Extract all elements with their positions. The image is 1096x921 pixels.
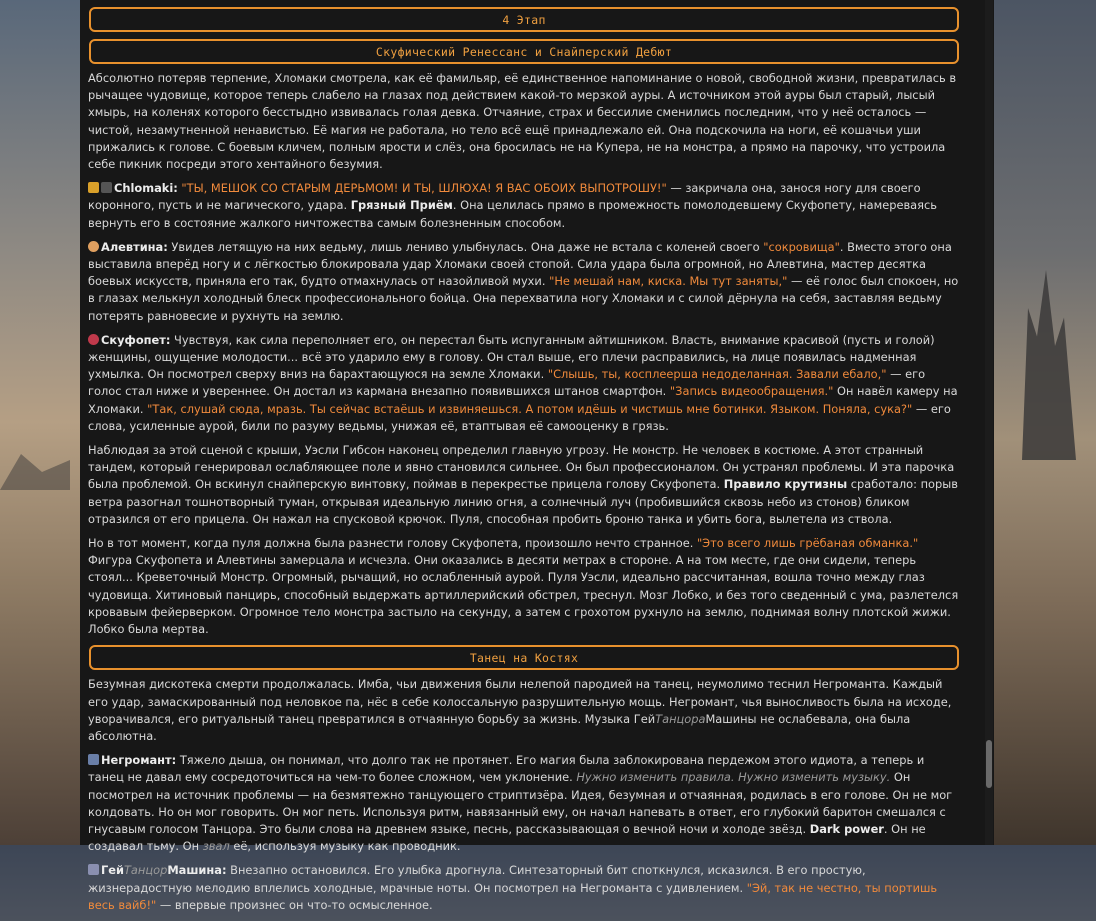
paragraph-gay-dancer-machine: ГейТанцорМашина: Внезапно остановился. Его улыбка дрогнула. Синтезаторный бит споткнулся, исказился. В его простую, жизнерадостную мелодию вплелись холодные, мрачные ноты. Он посмотрел на Негроманта с удивлением. "Эй, так не честно, ты портишь весь вайб!" — впервые произнес он что-то осмысленное. bbox=[88, 863, 938, 912]
cat-icon bbox=[88, 182, 99, 193]
disco-icon bbox=[88, 864, 99, 875]
dancer-icon bbox=[88, 241, 99, 252]
chapter-heading-dance: Танец на Костях bbox=[89, 645, 959, 670]
scrollbar-thumb[interactable] bbox=[986, 740, 992, 788]
devil-icon bbox=[88, 334, 99, 345]
paragraph-negromant: Негромант: Тяжело дыша, он понимал, что долго так не протянет. Его магия была заблокирована пердежом этого идиота, а теперь и танец не давал ему сосредоточиться на чем-то более сложном, чем уклонение. Нужно изменить правила. Нужно изменить музыку. Он посмотрел на источник проблемы — на безмятежно танцующего стриптизёра. Идея, безумная и отчаянная, родилась в его голове. Он не мог колдовать. Но он мог говорить. Он мог петь. Используя ритм, навязанный ему, он начал напевать в ответ, его глубокий баритон смешался с гнусавым голосом Танцора. Это были слова на древнем языке, песнь, рассказывающая о вечной ночи и холоде звёзд. Dark power. Он не создавал тьму. Он звал её, используя музыку как проводник. bbox=[88, 753, 953, 854]
paragraph-alevtina: Алевтина: Увидев летящую на них ведьму, лишь лениво улыбнулась. Она даже не встала с коленей своего "сокровища". Вместо этого она выставила вперёд ногу и с лёгкостью блокировала удар Хломаки своей стопой. Сила удара была огромной, но Алевтина, мастер десятка боевых искусств, приняла его так, будто отмахнулась от назойливой мухи. "Не мешай нам, киска. Мы тут заняты," — её голос был спокоен, но в глазах мелькнул холодный блеск профессионального бойца. Она перехватила ногу Хломаки и с силой дёрнула на себя, заставляя ведьму потерять равновесие и рухнуть на землю. bbox=[88, 239, 959, 323]
stop-icon bbox=[101, 182, 112, 193]
paragraph-narration-sniper: Наблюдая за этой сценой с крыши, Уэсли Гибсон наконец определил главную угрозу. Не монстр. Не человек в костюме. А этот странный тандем, который генерировал ослабляющее поле и явно становился сильнее. Он был профессионалом. Он устранял проблемы. И эта парочка была проблемой. Он вскинул снайперскую винтовку, поймав в перекрестье прицела голову Скуфопета. Правило крутизны сработало: порыв ветра разогнал тошнотворный туман, открывая идеальную линию огня, а солнечный луч (пробившийся сквозь небо из стонов) бликом отразился от его прицела. Он нажал на спусковой крючок. Пуля, способная пробить броню танка и убить бога, вылетела из ствола. bbox=[88, 443, 958, 526]
scrollbar-track[interactable] bbox=[985, 0, 993, 845]
chapter-heading-stage: 4 Этап bbox=[89, 7, 959, 32]
dialogue-quote: "ТЫ, МЕШОК СО СТАРЫМ ДЕРЬМОМ! И ТЫ, ШЛЮХА! Я ВАС ОБОИХ ВЫПОТРОШУ!" bbox=[181, 181, 667, 196]
paragraph-narration-disco: Безумная дискотека смерти продолжалась. Имба, чьи движения были нелепой пародией на танец, неумолимо теснил Негроманта. Каждый его удар, замаскированный под неловкое па, нёс в себе колоссальную разрушительную мощь. Негромант, чья выносливость была на исходе, уворачивался, его ритуальный танец превратился в отчаянную борьбу за жизнь. Музыка ГейТанцораМашины не ослабевала, она была абсолютна. bbox=[88, 677, 952, 743]
paragraph-narration-1: Абсолютно потеряв терпение, Хломаки смотрела, как её фамильяр, её единственное напоминание о новой, свободной жизни, превратилась в рычащее чудовище, которое теперь слабело на глазах под действием какой-то мерзкой ауры. А источником этой ауры был старый, лысый хмырь, на коленях которого бесстыдно извивалась голая девка. Отчаяние, страх и бессилие сменились последним, что у неё осталось — чистой, незамутненной ненавистью. Её магия не работала, но тело всё ещё принадлежало ей. Она подскочила на ноги, её кошачьи уши прижались к голове. С боевым кличем, полным ярости и слёз, она бросилась не на Купера, не на монстра, а прямо на парочку, что устроила себе пикник посреди этого хентайного безумия. bbox=[88, 71, 957, 172]
speaker-name: Скуфопет: bbox=[101, 332, 171, 347]
story-content bbox=[80, 0, 988, 921]
speaker-name: Chlomaki: bbox=[114, 181, 178, 196]
speaker-name: Гей bbox=[101, 863, 124, 878]
background-landscape-left bbox=[0, 0, 80, 845]
mage-icon bbox=[88, 754, 99, 765]
paragraph-narration-decoy: Но в тот момент, когда пуля должна была разнести голову Скуфопета, произошло нечто странное. "Это всего лишь грёбаная обманка." Фигура Скуфопета и Алевтины замерцала и исчезла. Они оказались в десяти метрах в стороне. А на том месте, где они сидели, теперь стоял... Креветочный Монстр. Огромный, рычащий, но ослабленный аурой. Пуля Уэсли, идеально рассчитанная, вошла точно между глаз чудовища. Хитиновый панцирь, способный выдержать артиллерийский обстрел, треснул. Мозг Лобко, и без того сведенный с ума, разлетелся кровавым фейерверком. Огромное тело монстра застыло на секунду, а затем с грохотом рухнуло на землю, поднимая волну плотской жижи. Лобко была мертва. bbox=[88, 536, 959, 637]
chapter-heading-renaissance: Скуфический Ренессанс и Снайперский Дебют bbox=[89, 39, 959, 64]
speaker-name: Негромант: bbox=[101, 753, 177, 768]
story-panel[interactable] bbox=[80, 0, 994, 912]
paragraph-chlomaki: Chlomaki: "ТЫ, МЕШОК СО СТАРЫМ ДЕРЬМОМ! И ТЫ, ШЛЮХА! Я ВАС ОБОИХ ВЫПОТРОШУ!" — закричала она, занося ногу для своего коронного, пусть и не магического, удара. Грязный Приём. Она целилась прямо в промежность помолодевшему Скуфопету, намереваясь вернуть его в состояние жалкого ничтожества самым болезненным способом. bbox=[88, 181, 937, 230]
speaker-name: Алевтина: bbox=[101, 239, 168, 254]
paragraph-skufopet: Скуфопет: Чувствуя, как сила переполняет его, он перестал быть испуганным айтишником. Власть, внимание красивой (пусть и голой) женщины, ощущение молодости... всё это ударило ему в голову. Он стал выше, его плечи расправились, на лице появилась надменная ухмылка. Он посмотрел сверху вниз на барахтающуюся на земле Хломаки. "Слышь, ты, косплеерша недоделанная. Завали ебало," — его голос стал ниже и увереннее. Он достал из кармана внезапно появившихся штанов смартфон. "Запись видеообращения." Он навёл камеру на Хломаки. "Так, слушай сюда, мразь. Ты сейчас встаёшь и извиняешься. А потом идёшь и чистишь мне ботинки. Языком. Поняла, сука?" — его слова, усиленные аурой, били по разуму ведьмы, унижая её, втаптывая её самооценку в грязь. bbox=[88, 332, 958, 433]
